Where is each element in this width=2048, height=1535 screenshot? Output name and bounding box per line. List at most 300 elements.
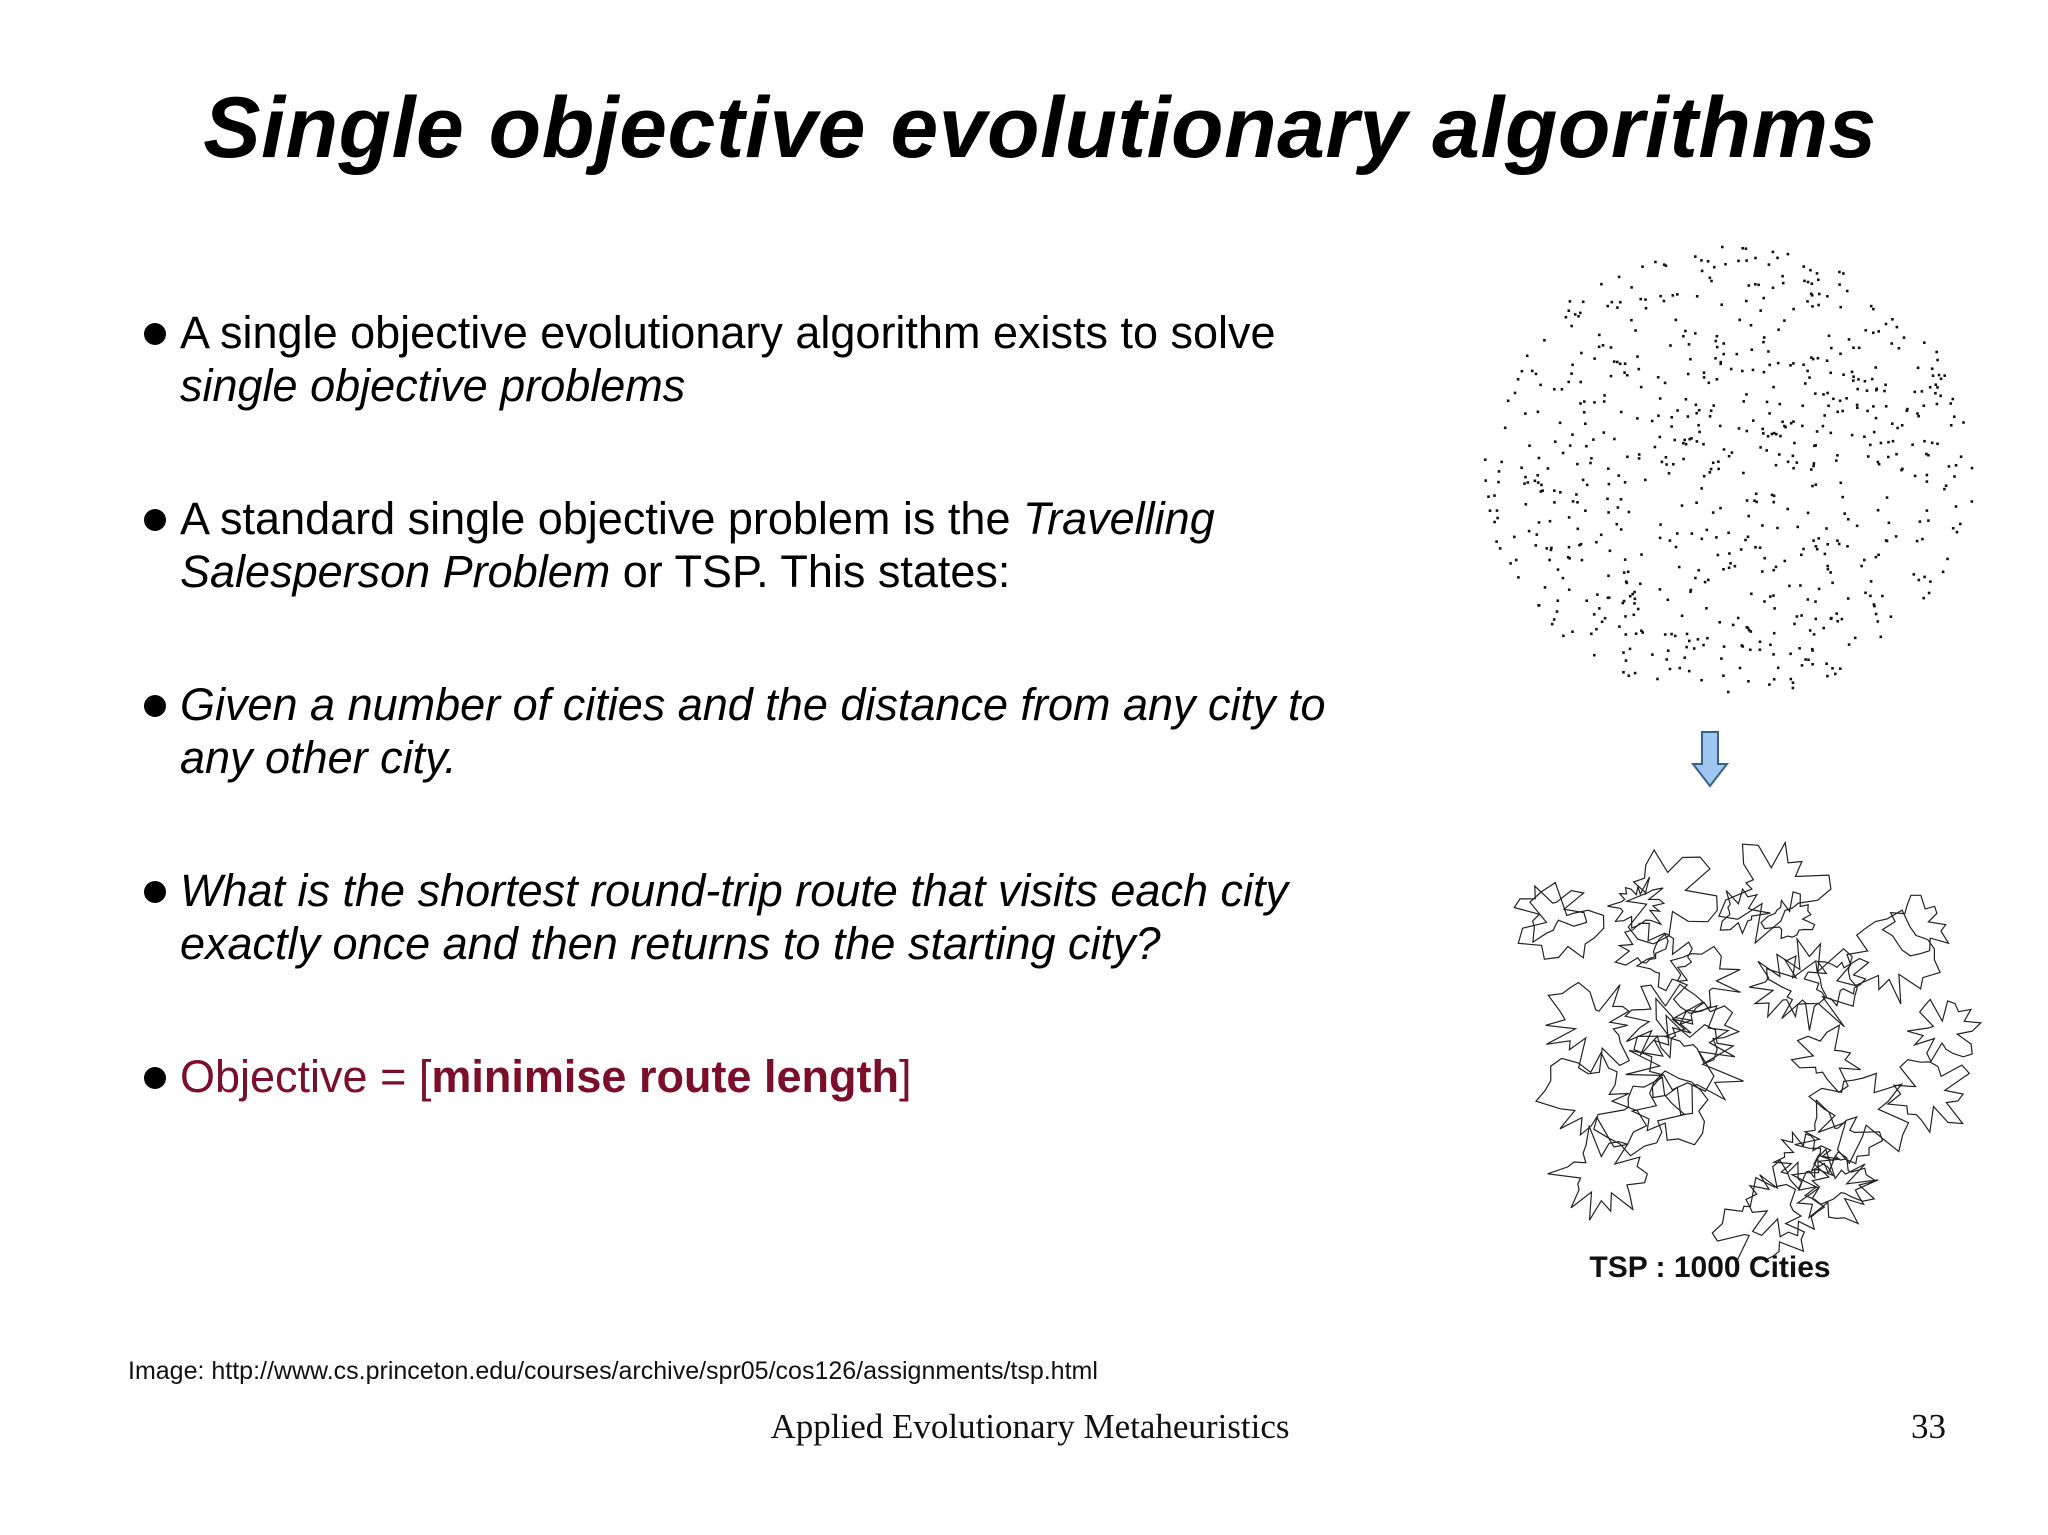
tour-segment bbox=[1637, 934, 1692, 991]
down-arrow-shape bbox=[1693, 732, 1727, 786]
city-dot bbox=[1569, 444, 1572, 447]
city-dot bbox=[1822, 425, 1825, 428]
city-dot bbox=[1765, 449, 1768, 452]
tour-segment bbox=[1625, 984, 1703, 1057]
city-dot bbox=[1584, 422, 1587, 425]
city-dot bbox=[1960, 455, 1963, 458]
city-dot bbox=[1867, 455, 1870, 458]
city-dot bbox=[1637, 608, 1640, 611]
bullet-item-4 bbox=[140, 864, 1400, 970]
city-dot bbox=[1761, 570, 1764, 573]
city-dot bbox=[1716, 335, 1719, 338]
bullet-2-text-c: Salesperson Problem bbox=[180, 546, 611, 597]
city-dot bbox=[1640, 553, 1643, 556]
city-dot bbox=[1557, 568, 1560, 571]
city-dot bbox=[1917, 415, 1920, 418]
city-dot bbox=[1600, 534, 1603, 537]
city-dot bbox=[1616, 523, 1619, 526]
city-dot bbox=[1896, 326, 1899, 329]
city-dot bbox=[1913, 573, 1916, 576]
city-dot bbox=[1869, 595, 1872, 598]
city-dot bbox=[1773, 607, 1776, 610]
city-dot bbox=[1651, 653, 1654, 656]
city-dot bbox=[1590, 633, 1593, 636]
city-dot bbox=[1589, 462, 1592, 465]
city-dot bbox=[1836, 539, 1839, 542]
city-dot bbox=[1741, 247, 1744, 250]
city-dot bbox=[1956, 531, 1959, 534]
bullet-item-objective bbox=[140, 1050, 1400, 1103]
city-dot bbox=[1577, 528, 1580, 531]
city-dot bbox=[1814, 600, 1817, 603]
tour-segment bbox=[1671, 947, 1741, 1014]
city-dot bbox=[1562, 452, 1565, 455]
city-dot bbox=[1776, 527, 1779, 530]
city-dot bbox=[1762, 432, 1765, 435]
bullet-item-2 bbox=[140, 492, 1400, 598]
city-dot bbox=[1877, 509, 1880, 512]
city-dot bbox=[1709, 471, 1712, 474]
down-arrow-icon bbox=[1690, 730, 1730, 790]
city-dot bbox=[1856, 406, 1859, 409]
city-dot bbox=[1739, 667, 1742, 670]
city-dot bbox=[1622, 671, 1625, 674]
tsp-tour-drawing bbox=[1470, 810, 1990, 1260]
city-dot bbox=[1593, 654, 1596, 657]
city-dot bbox=[1719, 507, 1722, 510]
city-dot bbox=[1524, 476, 1527, 479]
city-dot bbox=[1609, 550, 1612, 553]
tour-segment bbox=[1665, 1003, 1739, 1064]
city-dot bbox=[1890, 615, 1893, 618]
city-dot bbox=[1528, 444, 1531, 447]
city-dot bbox=[1493, 494, 1496, 497]
city-dot bbox=[1489, 509, 1492, 512]
city-dot bbox=[1802, 548, 1805, 551]
city-dot bbox=[1732, 624, 1735, 627]
city-dot bbox=[1600, 283, 1603, 286]
city-dot bbox=[1553, 388, 1556, 391]
city-dot bbox=[1873, 603, 1876, 606]
city-dot bbox=[1763, 557, 1766, 560]
city-dot bbox=[1644, 479, 1647, 482]
city-dot bbox=[1744, 539, 1747, 542]
city-dot bbox=[1782, 282, 1785, 285]
city-dot bbox=[1595, 628, 1598, 631]
city-dot bbox=[1792, 362, 1795, 365]
city-dot bbox=[1751, 348, 1754, 351]
city-dot bbox=[1863, 435, 1866, 438]
city-dot bbox=[1942, 571, 1945, 574]
city-dot bbox=[1773, 678, 1776, 681]
city-dot bbox=[1864, 329, 1867, 332]
city-dot bbox=[1802, 363, 1805, 366]
city-dot bbox=[1742, 472, 1745, 475]
city-dot bbox=[1768, 412, 1771, 415]
city-dot bbox=[1776, 257, 1779, 260]
bullet-list bbox=[140, 306, 1400, 1183]
city-dot bbox=[1565, 316, 1568, 319]
city-dot bbox=[1710, 409, 1713, 412]
city-dot bbox=[1834, 673, 1837, 676]
city-dot bbox=[1877, 330, 1880, 333]
city-dot bbox=[1736, 353, 1739, 356]
city-dot bbox=[1644, 298, 1647, 301]
city-dot bbox=[1559, 422, 1562, 425]
city-dot bbox=[1817, 537, 1820, 540]
city-dot bbox=[1923, 440, 1926, 443]
city-dot bbox=[1593, 613, 1596, 616]
city-dot bbox=[1922, 597, 1925, 600]
city-dot bbox=[1584, 509, 1587, 512]
city-dot bbox=[1568, 516, 1571, 519]
city-dot bbox=[1772, 594, 1775, 597]
image-credit: Image: http://www.cs.princeton.edu/courses/archive/spr05/cos126/assignments/tsp.html bbox=[128, 1357, 1098, 1385]
city-dot bbox=[1816, 272, 1819, 275]
city-dot bbox=[1929, 386, 1932, 389]
city-dot bbox=[1918, 579, 1921, 582]
city-dot bbox=[1687, 415, 1690, 418]
city-dot bbox=[1521, 370, 1524, 373]
city-dot bbox=[1778, 453, 1781, 456]
city-dot bbox=[1659, 588, 1662, 591]
city-dot bbox=[1523, 482, 1526, 485]
tour-segment bbox=[1546, 983, 1630, 1074]
city-dot bbox=[1551, 623, 1554, 626]
city-dot bbox=[1903, 336, 1906, 339]
city-dot bbox=[1538, 521, 1541, 524]
city-dot bbox=[1627, 571, 1630, 574]
city-dot bbox=[1688, 640, 1691, 643]
city-dot bbox=[1772, 287, 1775, 290]
city-dot bbox=[1656, 678, 1659, 681]
city-dot bbox=[1585, 445, 1588, 448]
city-dot bbox=[1816, 430, 1819, 433]
city-dot bbox=[1742, 645, 1745, 648]
city-dot bbox=[1807, 281, 1810, 284]
city-dot bbox=[1670, 633, 1673, 636]
city-dot bbox=[1616, 361, 1619, 364]
city-dot bbox=[1836, 411, 1839, 414]
city-dot bbox=[1796, 461, 1799, 464]
city-dot bbox=[1728, 567, 1731, 570]
city-dot bbox=[1493, 521, 1496, 524]
city-dot bbox=[1747, 536, 1750, 539]
objective-prefix: Objective = [ bbox=[180, 1051, 432, 1102]
city-dot bbox=[1952, 527, 1955, 530]
city-dot bbox=[1714, 357, 1717, 360]
city-dot bbox=[1696, 295, 1699, 298]
city-dot bbox=[1515, 559, 1518, 562]
city-dot bbox=[1772, 653, 1775, 656]
city-dot bbox=[1598, 346, 1601, 349]
city-dot bbox=[1959, 523, 1962, 526]
city-dot bbox=[1580, 352, 1583, 355]
city-dot bbox=[1746, 499, 1749, 502]
city-dot bbox=[1603, 394, 1606, 397]
city-dot bbox=[1866, 389, 1869, 392]
city-dot bbox=[1722, 674, 1725, 677]
city-dot bbox=[1638, 453, 1641, 456]
tour-segment bbox=[1804, 959, 1868, 1006]
city-dot bbox=[1801, 425, 1804, 428]
bullet-1-line-1: A single objective evolutionary algorithm exists to solve bbox=[180, 307, 1276, 358]
city-dot bbox=[1672, 463, 1675, 466]
city-dot bbox=[1536, 474, 1539, 477]
city-dot bbox=[1838, 271, 1841, 274]
tour-segment bbox=[1548, 1126, 1648, 1220]
tour-segment bbox=[1632, 1071, 1708, 1145]
city-dot bbox=[1697, 424, 1700, 427]
city-dot bbox=[1773, 632, 1776, 635]
city-dot bbox=[1759, 641, 1762, 644]
city-dot bbox=[1878, 463, 1881, 466]
city-dot bbox=[1900, 469, 1903, 472]
city-dot bbox=[1781, 421, 1784, 424]
city-dot bbox=[1667, 599, 1670, 602]
city-dot bbox=[1796, 526, 1799, 529]
city-dot bbox=[1724, 263, 1727, 266]
city-dot bbox=[1628, 511, 1631, 514]
city-dot bbox=[1881, 595, 1884, 598]
city-dot bbox=[1813, 445, 1816, 448]
city-dot bbox=[1694, 332, 1697, 335]
city-dot bbox=[1687, 373, 1690, 376]
city-dot bbox=[1872, 332, 1875, 335]
city-dot bbox=[1949, 402, 1952, 405]
city-dot bbox=[1537, 481, 1540, 484]
city-dot bbox=[1800, 554, 1803, 557]
city-dot bbox=[1812, 539, 1815, 542]
city-dot bbox=[1606, 305, 1609, 308]
bullet-2-text-b: Travelling bbox=[1022, 493, 1215, 544]
city-dot bbox=[1848, 643, 1851, 646]
city-dot bbox=[1700, 487, 1703, 490]
city-dot bbox=[1654, 261, 1657, 264]
city-dot bbox=[1823, 414, 1826, 417]
city-dot bbox=[1722, 568, 1725, 571]
city-dot bbox=[1676, 532, 1679, 535]
city-dot bbox=[1611, 301, 1614, 304]
city-dot bbox=[1826, 543, 1829, 546]
city-dot bbox=[1513, 536, 1516, 539]
city-dot bbox=[1796, 615, 1799, 618]
city-dot bbox=[1737, 617, 1740, 620]
city-dot bbox=[1792, 681, 1795, 684]
city-dot bbox=[1636, 355, 1639, 358]
city-dot bbox=[1562, 577, 1565, 580]
city-dot bbox=[1728, 455, 1731, 458]
city-dot bbox=[1856, 388, 1859, 391]
city-dot bbox=[1569, 300, 1572, 303]
city-dot bbox=[1839, 353, 1842, 356]
city-dot bbox=[1720, 303, 1723, 306]
city-dot bbox=[1921, 390, 1924, 393]
city-dot bbox=[1870, 305, 1873, 308]
city-dot bbox=[1688, 670, 1691, 673]
city-dot bbox=[1768, 263, 1771, 266]
city-dot bbox=[1639, 298, 1642, 301]
city-dot bbox=[1651, 420, 1654, 423]
city-dot bbox=[1484, 458, 1487, 461]
city-dot bbox=[1688, 343, 1691, 346]
city-dot bbox=[1700, 679, 1703, 682]
city-dot bbox=[1888, 522, 1891, 525]
city-dot bbox=[1561, 388, 1564, 391]
city-dot bbox=[1753, 499, 1756, 502]
city-dot bbox=[1659, 436, 1662, 439]
city-dot bbox=[1607, 575, 1610, 578]
city-dot bbox=[1801, 664, 1804, 667]
city-dot bbox=[1675, 546, 1678, 549]
city-dot bbox=[1514, 392, 1517, 395]
city-dot bbox=[1838, 283, 1841, 286]
city-dot bbox=[1807, 659, 1810, 662]
city-dot bbox=[1576, 501, 1579, 504]
city-dot bbox=[1921, 538, 1924, 541]
city-dot bbox=[1852, 379, 1855, 382]
city-dot bbox=[1663, 263, 1666, 266]
city-dot bbox=[1568, 309, 1571, 312]
city-dot bbox=[1847, 597, 1850, 600]
city-dot bbox=[1579, 402, 1582, 405]
city-dot bbox=[1892, 440, 1895, 443]
city-dot bbox=[1856, 525, 1859, 528]
city-dot bbox=[1703, 371, 1706, 374]
city-dot bbox=[1864, 592, 1867, 595]
city-dot bbox=[1672, 294, 1675, 297]
city-dot bbox=[1757, 284, 1760, 287]
city-dot bbox=[1870, 580, 1873, 583]
city-dot bbox=[1604, 617, 1607, 620]
city-dot bbox=[1640, 386, 1643, 389]
city-dot bbox=[1669, 344, 1672, 347]
city-dot bbox=[1610, 346, 1613, 349]
city-dot bbox=[1638, 457, 1641, 460]
city-dot bbox=[1809, 269, 1812, 272]
city-dot bbox=[1535, 373, 1538, 376]
city-dot bbox=[1698, 431, 1701, 434]
city-dot bbox=[1759, 546, 1762, 549]
city-dot bbox=[1935, 351, 1938, 354]
city-dot bbox=[1698, 409, 1701, 412]
city-dot bbox=[1787, 461, 1790, 464]
city-dot bbox=[1701, 270, 1704, 273]
city-dot bbox=[1496, 517, 1499, 520]
city-dot bbox=[1772, 501, 1775, 504]
city-dot bbox=[1571, 433, 1574, 436]
city-dot bbox=[1635, 632, 1638, 635]
city-dot bbox=[1571, 630, 1574, 633]
city-dot bbox=[1927, 519, 1930, 522]
city-dot bbox=[1971, 500, 1974, 503]
city-dot bbox=[1768, 683, 1771, 686]
city-dot bbox=[1790, 678, 1793, 681]
city-dot bbox=[1710, 468, 1713, 471]
city-dot bbox=[1838, 543, 1841, 546]
city-dot bbox=[1953, 415, 1956, 418]
city-dot bbox=[1874, 366, 1877, 369]
city-dot bbox=[1674, 635, 1677, 638]
city-dot bbox=[1832, 398, 1835, 401]
city-dot bbox=[1695, 404, 1698, 407]
city-dot bbox=[1747, 680, 1750, 683]
city-dot bbox=[1783, 425, 1786, 428]
city-dot bbox=[1734, 565, 1737, 568]
city-dot bbox=[1777, 362, 1780, 365]
city-dot bbox=[1676, 409, 1679, 412]
city-dot bbox=[1548, 559, 1551, 562]
city-dot bbox=[1570, 325, 1573, 328]
city-dot bbox=[1576, 463, 1579, 466]
city-dot bbox=[1728, 552, 1731, 555]
city-dot bbox=[1775, 464, 1778, 467]
city-dot bbox=[1570, 372, 1573, 375]
bullet-2-text-a: A standard single objective problem is the bbox=[180, 493, 1023, 544]
city-dot bbox=[1723, 448, 1726, 451]
city-dot bbox=[1636, 417, 1639, 420]
city-dot bbox=[1825, 662, 1828, 665]
city-dot bbox=[1740, 548, 1743, 551]
tour-segment bbox=[1792, 1149, 1878, 1223]
city-dot bbox=[1810, 468, 1813, 471]
city-dot bbox=[1812, 358, 1815, 361]
city-dot bbox=[1681, 504, 1684, 507]
city-dot bbox=[1847, 518, 1850, 521]
city-dot bbox=[1811, 663, 1814, 666]
city-dot bbox=[1645, 307, 1648, 310]
city-dot bbox=[1629, 648, 1632, 651]
city-dot bbox=[1496, 509, 1499, 512]
city-dot bbox=[1722, 353, 1725, 356]
city-dot bbox=[1901, 424, 1904, 427]
city-dot bbox=[1773, 495, 1776, 498]
city-dot bbox=[1722, 342, 1725, 345]
city-dot bbox=[1851, 434, 1854, 437]
city-dot bbox=[1754, 546, 1757, 549]
city-dot bbox=[1623, 600, 1626, 603]
city-dot bbox=[1613, 438, 1616, 441]
city-dot bbox=[1871, 378, 1874, 381]
city-dot bbox=[1622, 651, 1625, 654]
city-dot bbox=[1499, 547, 1502, 550]
city-dot bbox=[1583, 400, 1586, 403]
city-dot bbox=[1520, 466, 1523, 469]
city-dot bbox=[1829, 372, 1832, 375]
city-dot bbox=[1872, 405, 1875, 408]
city-dot bbox=[1610, 375, 1613, 378]
bullet-dot-icon bbox=[144, 1067, 166, 1089]
city-dot bbox=[1682, 442, 1685, 445]
city-dot bbox=[1932, 374, 1935, 377]
city-dot bbox=[1872, 308, 1875, 311]
city-dot bbox=[1792, 467, 1795, 470]
city-dot bbox=[1537, 411, 1540, 414]
figure-caption: TSP : 1000 Cities bbox=[1589, 1251, 1831, 1284]
city-dot bbox=[1691, 532, 1694, 535]
city-dot bbox=[1582, 301, 1585, 304]
city-dot bbox=[1536, 533, 1539, 536]
city-dot bbox=[1824, 553, 1827, 556]
city-dot bbox=[1689, 358, 1692, 361]
city-dot bbox=[1700, 259, 1703, 262]
city-dot bbox=[1946, 558, 1949, 561]
city-dot bbox=[1926, 474, 1929, 477]
city-dot bbox=[1507, 400, 1510, 403]
city-dot bbox=[1737, 260, 1740, 263]
city-dot bbox=[1826, 565, 1829, 568]
city-dot bbox=[1663, 300, 1666, 303]
